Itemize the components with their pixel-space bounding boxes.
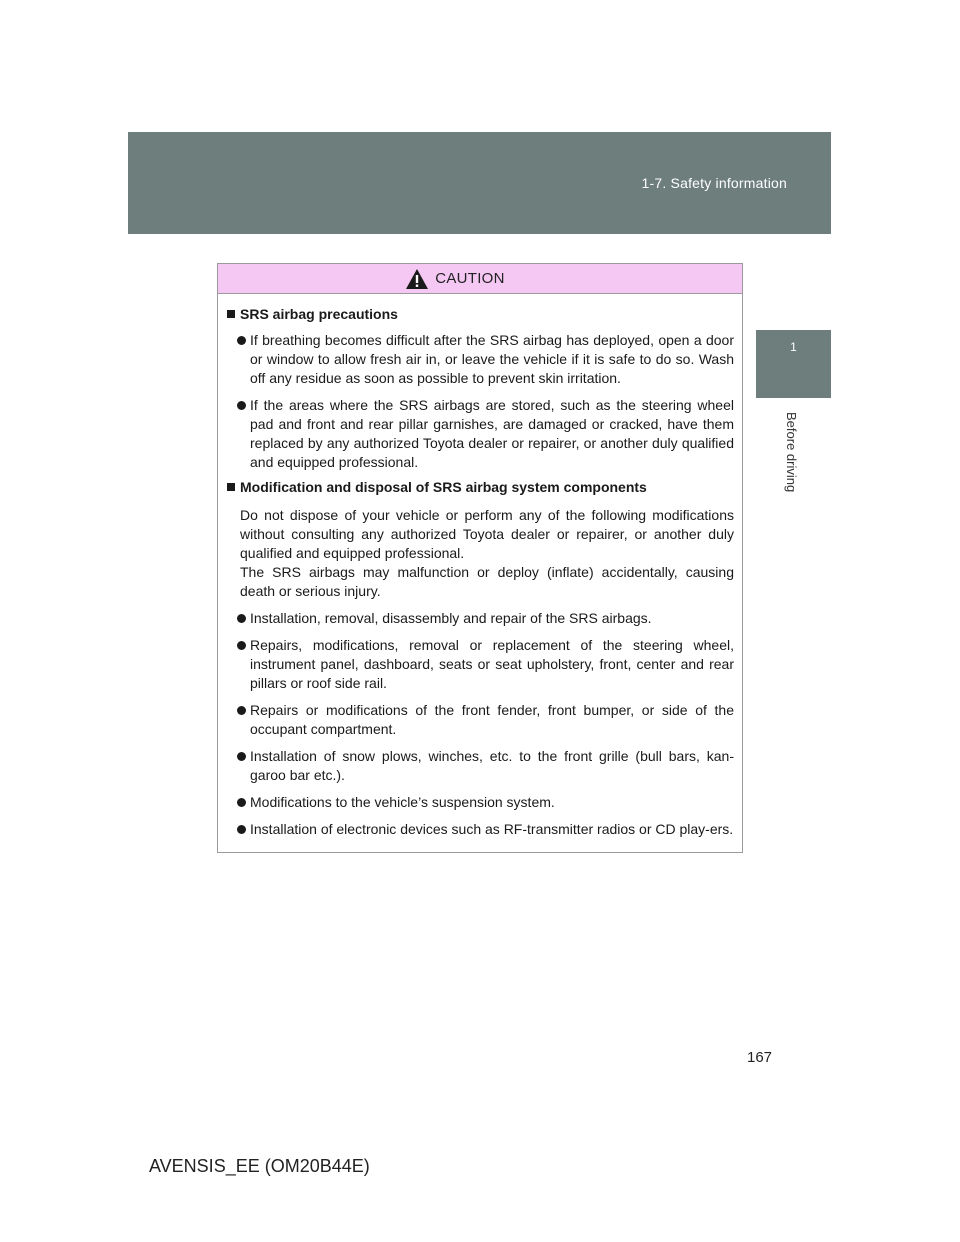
section-title: 1-7. Safety information (641, 175, 787, 191)
warning-triangle-icon (405, 268, 429, 290)
round-bullet-icon (237, 336, 246, 345)
list-item (226, 701, 734, 739)
round-bullet-icon (237, 798, 246, 807)
list-item-text: Installation of electronic devices such as RF-transmitter radios or CD play-ers. (250, 821, 734, 837)
list-item (226, 331, 734, 388)
section-heading (226, 305, 734, 324)
square-bullet-icon (227, 310, 235, 318)
section-heading-text: SRS airbag precautions (240, 306, 398, 322)
round-bullet-icon (237, 641, 246, 650)
list-item-text: Repairs, modifications, removal or replacement of the steering wheel, instrument panel, dashboard, seats or seat upholstery, front, center and rear pillars or roof side rail. (250, 637, 734, 691)
caution-header (218, 264, 742, 294)
round-bullet-icon (237, 825, 246, 834)
body-paragraph (226, 506, 734, 601)
header-band (128, 132, 831, 234)
list-item-text: Installation, removal, disassembly and repair of the SRS airbags. (250, 610, 652, 626)
chapter-tab (756, 330, 831, 398)
section-heading-text: Modification and disposal of SRS airbag system components (240, 479, 647, 495)
chapter-number: 1 (790, 340, 797, 354)
list-item (226, 396, 734, 472)
list-item (226, 793, 734, 812)
list-item-text: If breathing becomes difficult after the SRS airbag has deployed, open a door or window to allow fresh air in, or leave the vehicle if it is safe to do so. Wash off any residue as soon as possible to prevent skin irritation. (250, 332, 734, 386)
square-bullet-icon (227, 483, 235, 491)
list-item (226, 820, 734, 839)
list-item-text: Modifications to the vehicle’s suspension system. (250, 794, 555, 810)
list-item (226, 747, 734, 785)
paragraph-text: Do not dispose of your vehicle or perform any of the following modifications without consulting any authorized Toyota dealer or repairer, or another duly qualified and equipped professional. (240, 507, 734, 561)
page-number: 167 (747, 1049, 773, 1066)
list-item-text: If the areas where the SRS airbags are stored, such as the steering wheel pad and front and rear pillar garnishes, are damaged or cracked, have them replaced by any authorized Toyota dealer or repairer, or another duly qualified and equipped professional. (250, 397, 734, 470)
caution-box (217, 263, 743, 853)
round-bullet-icon (237, 614, 246, 623)
document-id: AVENSIS_EE (OM20B44E) (149, 1156, 370, 1176)
list-item (226, 609, 734, 628)
list-item (226, 636, 734, 693)
caution-title: CAUTION (435, 270, 505, 287)
list-item-text: Repairs or modifications of the front fender, front bumper, or side of the occupant compartment. (250, 702, 734, 737)
caution-body (218, 294, 742, 839)
section-heading (226, 478, 734, 497)
round-bullet-icon (237, 752, 246, 761)
round-bullet-icon (237, 706, 246, 715)
list-item-text: Installation of snow plows, winches, etc. to the front grille (bull bars, kan-garoo bar etc.). (250, 748, 734, 783)
round-bullet-icon (237, 401, 246, 410)
paragraph-text: The SRS airbags may malfunction or deploy (inflate) accidentally, causing death or serious injury. (240, 564, 734, 599)
chapter-label: Before driving (784, 412, 799, 493)
